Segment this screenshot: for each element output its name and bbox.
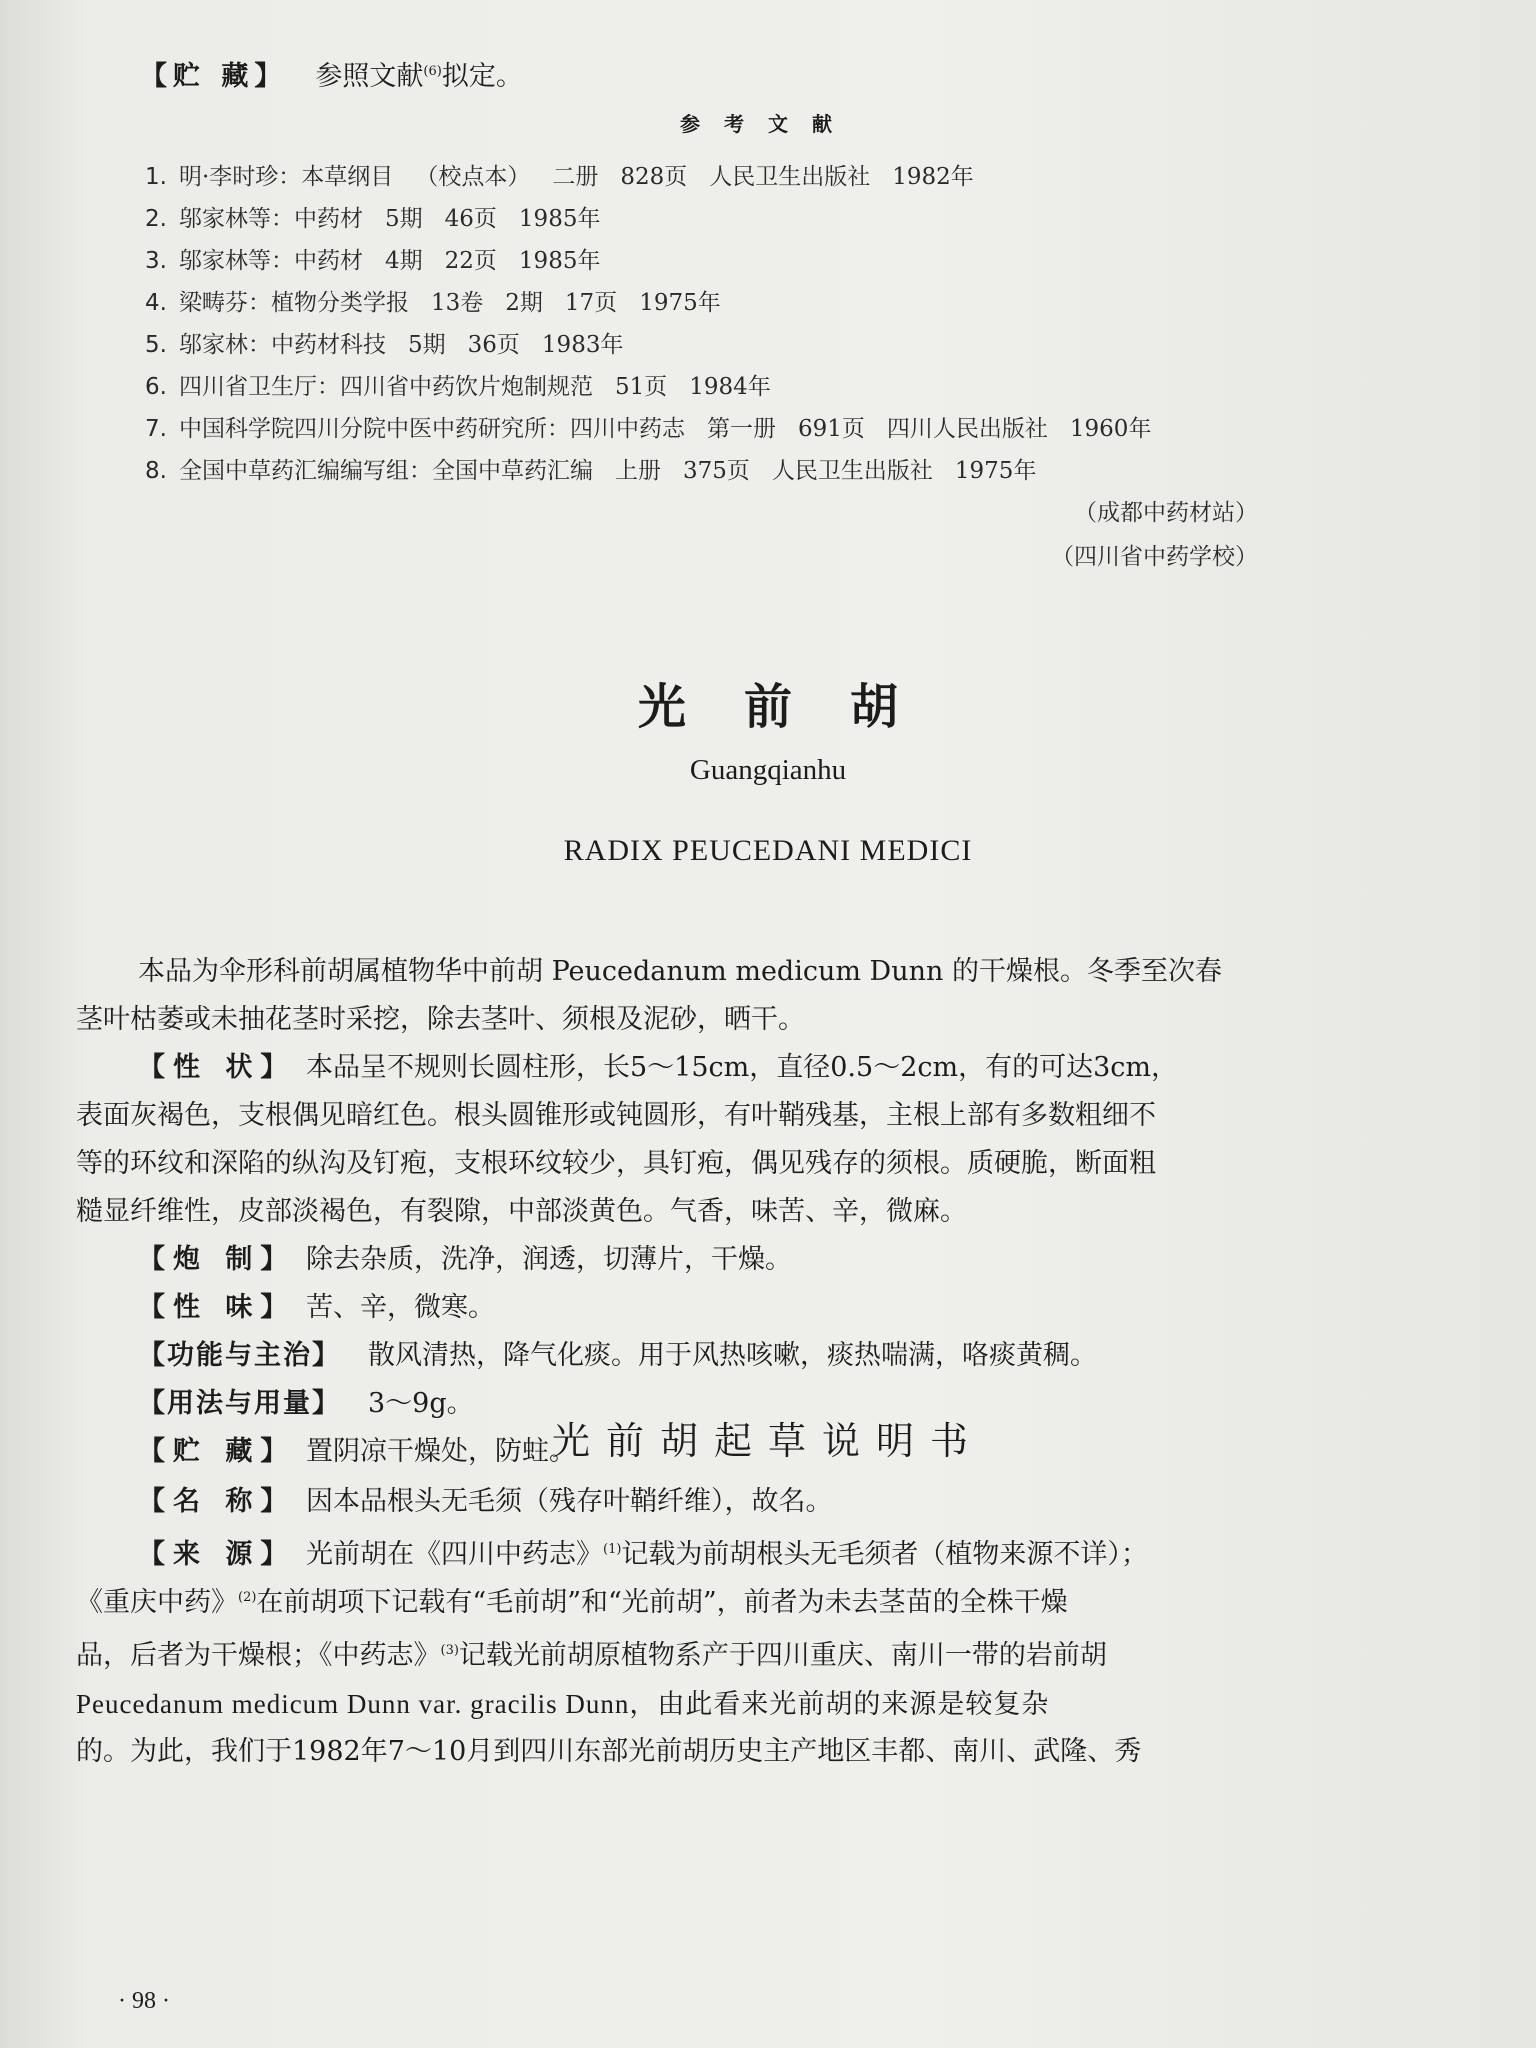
reference-item <box>145 452 1445 494</box>
section-text: 散风清热，降气化痰。用于风热咳嗽，痰热喘满，咯痰黄稠。 <box>368 1340 1097 1371</box>
source-line-4: Peucedanum medicum Dunn var. gracilis Dunn，由此看来光前胡的来源是较复杂 <box>76 1689 1050 1719</box>
reference-item <box>145 410 1445 452</box>
monograph-section <box>76 1236 1406 1284</box>
reference-field: 二册 <box>552 164 599 190</box>
reference-field: 梁畴芬：植物分类学报 <box>179 290 409 316</box>
name-section <box>76 1478 1406 1526</box>
monograph-pinyin: Guangqianhu <box>689 754 847 786</box>
reference-number: 1. <box>145 164 167 190</box>
reference-field: 5期 <box>385 206 423 232</box>
reference-field: 5期 <box>408 332 446 358</box>
reference-field: 36页 <box>467 332 520 358</box>
reference-field: 邬家林等：中药材 <box>179 248 363 274</box>
reference-item <box>145 158 1445 200</box>
reference-field: 1985年 <box>518 206 601 232</box>
reference-number: 2. <box>145 206 167 232</box>
reference-item <box>145 284 1445 326</box>
monograph-section <box>76 1284 1406 1332</box>
reference-field: 1985年 <box>518 248 601 274</box>
section-text: 置阴凉干燥处，防蛀。 <box>306 1436 576 1467</box>
section-label: 【功能与主治】 <box>138 1340 341 1371</box>
reference-field: 51页 <box>615 374 668 400</box>
reference-field: 828页 <box>620 164 688 190</box>
reference-number: 5. <box>145 332 167 358</box>
section-label: 【用法与用量】 <box>138 1388 341 1419</box>
reference-field: 1982年 <box>892 164 974 190</box>
reference-field: 第一册 <box>707 416 776 442</box>
reference-field: 上册 <box>615 458 661 484</box>
reference-field: 1960年 <box>1069 416 1152 442</box>
source-line-3: 品，后者为干燥根；《中药志》$^{(3)}$记载光前胡原植物系产于四川重庆、南川一带的岩前胡 <box>76 1640 1107 1671</box>
reference-field: 中国科学院四川分院中医中药研究所：四川中药志 <box>179 416 685 442</box>
reference-list <box>145 158 1445 494</box>
reference-item <box>145 368 1445 410</box>
reference-field: 46页 <box>444 206 497 232</box>
reference-field: 375页 <box>683 458 750 484</box>
reference-field: 1975年 <box>954 458 1037 484</box>
section-text: 除去杂质，洗净，润透，切薄片，干燥。 <box>306 1244 792 1275</box>
section-text: 苦、辛，微寒。 <box>306 1292 495 1323</box>
reference-number: 3. <box>145 248 167 274</box>
references-heading: 参考文献 <box>680 112 856 136</box>
draft-title: 光前胡起草说明书 <box>551 1419 984 1463</box>
reference-field: （校点本） <box>415 164 531 190</box>
section-continuation: 表面灰褐色，支根偶见暗红色。根头圆锥形或钝圆形，有叶鞘残基，主根上部有多数粗细不 <box>76 1100 1156 1131</box>
reference-field: 1975年 <box>639 290 721 316</box>
reference-field: 22页 <box>444 248 497 274</box>
intro-line-2: 茎叶枯萎或未抽花茎时采挖，除去茎叶、须根及泥砂，晒干。 <box>76 1004 805 1035</box>
intro-line-1: 本品为伞形科前胡属植物华中前胡 Peucedanum medicum Dunn 的干燥根。冬季至次春 <box>138 956 1222 987</box>
monograph-body <box>76 948 1406 1476</box>
reference-field: 691页 <box>798 416 865 442</box>
section-continuation: 糙显纤维性，皮部淡褐色，有裂隙，中部淡黄色。气香，味苦、辛，微麻。 <box>76 1196 967 1227</box>
reference-item <box>145 200 1445 242</box>
reference-field: 人民卫生出版社 <box>771 458 933 484</box>
storage-label: 【贮 藏】 <box>140 61 288 92</box>
storage-text: 参照文献$^{(6)}$拟定。 <box>315 61 523 92</box>
reference-item <box>145 326 1445 368</box>
reference-field: 邬家林等：中药材 <box>179 206 363 232</box>
reference-number: 6. <box>145 374 167 400</box>
monograph-section <box>76 1332 1406 1380</box>
section-label: 【贮 藏】 <box>138 1436 296 1467</box>
affiliation-2: （四川省中药学校） <box>1051 544 1258 570</box>
reference-field: 邬家林：中药材科技 <box>179 332 386 358</box>
name-text: 因本品根头无毛须（残存叶鞘纤维），故名。 <box>306 1486 833 1517</box>
source-label: 【来 源】 <box>138 1539 296 1570</box>
monograph-title: 光前胡 <box>637 679 956 735</box>
reference-field: 四川省卫生厅：四川省中药饮片炮制规范 <box>179 374 593 400</box>
reference-field: 4期 <box>385 248 423 274</box>
reference-field: 明·李时珍：本草纲目 <box>179 164 394 190</box>
reference-number: 4. <box>145 290 167 316</box>
source-line-5: 的。为此，我们于1982年7～10月到四川东部光前胡历史主产地区丰都、南川、武隆、秀 <box>76 1736 1142 1767</box>
monograph-latin-name: RADIX PEUCEDANI MEDICI <box>563 834 973 867</box>
reference-field: 13卷 <box>431 290 484 316</box>
name-label: 【名 称】 <box>138 1486 296 1517</box>
reference-field: 1984年 <box>689 374 771 400</box>
reference-field: 17页 <box>564 290 618 316</box>
section-text: 本品呈不规则长圆柱形，长5～15cm，直径0.5～2cm，有的可达3cm， <box>306 1052 1179 1083</box>
section-label: 【性 味】 <box>138 1292 296 1323</box>
monograph-section <box>76 1044 1406 1092</box>
reference-field: 1983年 <box>541 332 624 358</box>
reference-item <box>145 242 1445 284</box>
section-continuation: 等的环纹和深陷的纵沟及钉疱，支根环纹较少，具钉疱，偶见残存的须根。质硬脆，断面粗 <box>76 1148 1156 1179</box>
section-label: 【炮 制】 <box>138 1244 296 1275</box>
draft-body <box>76 1478 1406 1776</box>
reference-field: 四川人民出版社 <box>886 416 1048 442</box>
reference-number: 8. <box>145 458 167 484</box>
section-label: 【性 状】 <box>138 1052 296 1083</box>
page-number: · 98 · <box>118 1988 170 2014</box>
source-line-2: 《重庆中药》$^{(2)}$在前胡项下记载有“毛前胡”和“光前胡”，前者为未去茎苗的全株干燥 <box>76 1587 1068 1618</box>
reference-number: 7. <box>145 416 167 442</box>
reference-field: 2期 <box>505 290 543 316</box>
section-text: 3～9g。 <box>368 1388 474 1419</box>
source-section: 【来 源】 光前胡在《四川中药志》$^{(1)}$记载为前胡根头无毛须者（植物来源不详）； <box>76 1526 1406 1574</box>
storage-note <box>140 54 523 93</box>
affiliation-1: （成都中药材站） <box>1074 500 1258 526</box>
reference-field: 人民卫生出版社 <box>709 164 871 190</box>
reference-field: 全国中草药汇编编写组：全国中草药汇编 <box>179 458 593 484</box>
